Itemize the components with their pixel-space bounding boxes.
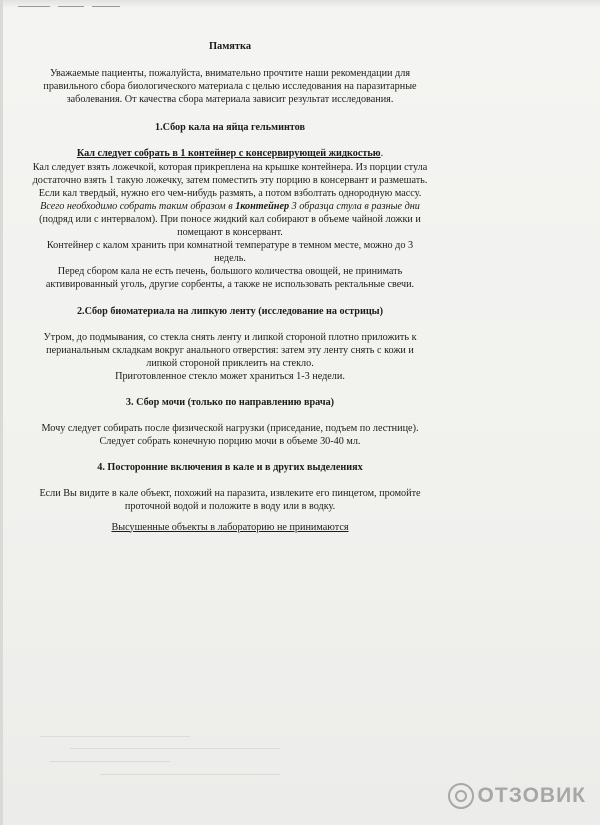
section-4-body xyxy=(30,487,430,533)
section-4-heading: 4. Посторонние включения в кале и в других выделениях xyxy=(97,462,363,474)
watermark-circle-icon xyxy=(448,783,474,809)
section-2-heading: 2.Сбор биоматериала на липкую ленту (исследование на острицы) xyxy=(76,305,384,317)
section-1-lead xyxy=(30,147,430,160)
faint-show-through xyxy=(30,728,370,794)
section-1-lead-end: . xyxy=(380,148,384,160)
document-body xyxy=(30,40,430,547)
faint-line xyxy=(50,761,170,762)
section-2-paragraph-1: Утром, до подмывания, со стекла снять ленту и липкой стороной плотно приложить к перианальным складкам вокруг анального отверстия: затем эту ленту снять с кожи и липкой стороной приклеить на стекло. xyxy=(43,331,417,369)
section-4-note: Высушенные объекты в лабораторию не принимаются xyxy=(111,521,349,533)
section-3-heading: 3. Сбор мочи (только по направлению врача) xyxy=(125,396,335,408)
section-2-paragraph-2: Приготовленное стекло может храниться 1-3 недели. xyxy=(115,370,345,382)
section-1-paragraph-4: Перед сбором кала не есть печень, большого количества овощей, не принимать активированный уголь, другие сорбенты, а также не использовать ректальные свечи. xyxy=(45,266,415,291)
section-3-paragraph-1: Мочу следует собирать после физической нагрузки (приседание, подъем по лестнице). Следует собрать конечную порцию мочи в объеме 30-40 мл. xyxy=(41,423,419,448)
section-1-p2-italic-b: 3 образца стула в разные дни xyxy=(289,200,420,212)
section-1-p2-rest: (подряд или с интервалом). При поносе жидкий кал собирают в объеме чайной ложки и помещают в консервант. xyxy=(39,213,421,239)
section-1-heading: 1.Сбор кала на яйца гельминтов xyxy=(154,122,306,134)
document-title: Памятка xyxy=(208,41,252,52)
section-1-body xyxy=(30,147,430,291)
section-4-note-wrap xyxy=(30,521,430,534)
intro-paragraph: Уважаемые пациенты, пожалуйста, внимательно прочтите наши рекомендации для правильного сбора биологического материала с целью исследования на паразитарные заболевания. От качества сбора материала зависит результат исследования. xyxy=(43,68,417,106)
section-2-body xyxy=(30,331,430,383)
section-1-paragraph-3: Контейнер с калом хранить при комнатной температуре в темном месте, можно до 3 недель. xyxy=(46,240,414,265)
faint-line xyxy=(70,748,280,749)
watermark-logo xyxy=(448,783,586,809)
watermark-text: ОТЗОВИК xyxy=(477,784,586,807)
paper-left-edge xyxy=(0,0,3,825)
scan-artifact xyxy=(58,6,84,7)
section-1-paragraph-2 xyxy=(30,200,430,239)
faint-line xyxy=(100,774,280,775)
paper-top-edge xyxy=(0,0,600,8)
section-1-p2-bold: 1контейнер xyxy=(235,200,290,212)
section-1-paragraph-1: Кал следует взять ложечкой, которая прикреплена на крышке контейнера. Из порции стула достаточно взять 1 такую ложечку, затем поместить эту порцию в консервант и размешать. Если кал твердый, нужно его чем-нибудь размять, а потом взболтать однородную массу. xyxy=(32,161,428,199)
scan-artifact xyxy=(18,6,50,7)
faint-line xyxy=(40,736,190,737)
scan-artifact xyxy=(92,6,120,7)
section-1-lead-underlined: Кал следует собрать в 1 контейнер с консервирующей жидкостью xyxy=(76,148,381,160)
section-3-body xyxy=(30,422,430,448)
section-1-p2-italic-a: Всего необходимо собрать таким образом в xyxy=(40,200,236,212)
section-4-paragraph-1: Если Вы видите в кале объект, похожий на паразита, извлеките его пинцетом, промойте проточной водой и положите в воду или в водку. xyxy=(39,488,421,513)
